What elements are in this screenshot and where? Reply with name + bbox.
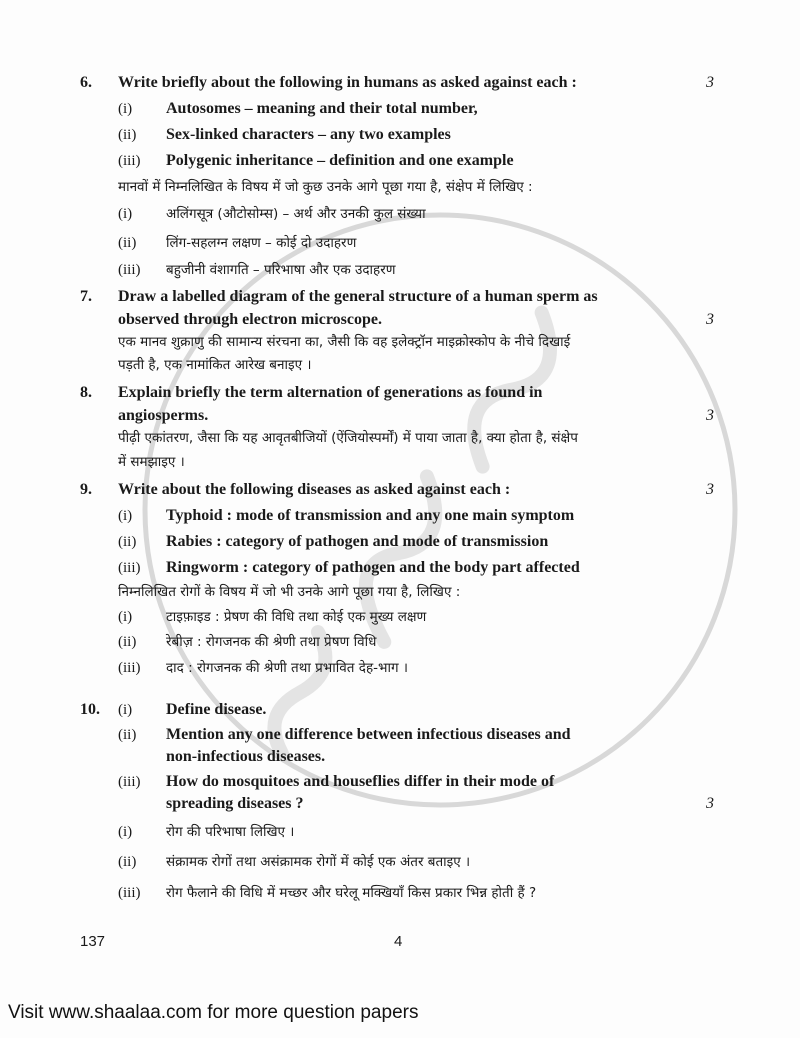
item-text: Polygenic inheritance – definition and one example [166,152,514,169]
item-label: (iii) [118,660,141,676]
question-text: Draw a labelled diagram of the general structure of a human sperm as [118,288,598,305]
hindi-item: रोग फैलाने की विधि में मच्छर और घरेलू मक्खियाँ किस प्रकार भिन्न होती हैं ? [166,885,537,901]
marks: 3 [706,481,714,498]
paper-code: 137 [80,933,106,950]
marks: 3 [706,311,714,328]
item-label: (i) [118,824,133,840]
question-number: 6. [80,74,92,91]
hindi-text: एक मानव शुक्राणु की सामान्य संरचना का, जैसी कि वह इलेक्ट्रॉन माइक्रोस्कोप के नीचे दिखाई [118,334,571,350]
marks: 3 [706,407,714,424]
hindi-item: दाद : रोगजनक की श्रेणी तथा प्रभावित देह-भाग । [166,660,408,676]
question-text: angiosperms. [118,407,209,424]
question-number: 10. [80,701,100,718]
item-text: Typhoid : mode of transmission and any one main symptom [166,507,575,524]
hindi-text: में समझाइए । [118,454,185,470]
item-label: (i) [118,702,133,718]
item-label: (iii) [118,885,141,901]
item-label: (i) [118,101,133,117]
hindi-item: लिंग-सहलग्न लक्षण – कोई दो उदाहरण [166,235,357,251]
question-text: Write about the following diseases as asked against each : [118,481,511,498]
hindi-text: निम्नलिखित रोगों के विषय में जो भी उनके आगे पूछा गया है, लिखिए : [118,584,461,600]
item-text: How do mosquitoes and houseflies differ in their mode of [166,773,555,790]
item-text: Autosomes – meaning and their total number, [166,100,478,117]
hindi-text: मानवों में निम्नलिखित के विषय में जो कुछ उनके आगे पूछा गया है, संक्षेप में लिखिए : [118,179,533,195]
item-text: Ringworm : category of pathogen and the body part affected [166,559,580,576]
marks: 3 [706,795,714,812]
item-text: Define disease. [166,701,267,718]
marks: 3 [706,74,714,91]
item-label: (iii) [118,774,141,790]
question-number: 8. [80,384,92,401]
item-text: spreading diseases ? [166,795,304,812]
question-text: Explain briefly the term alternation of generations as found in [118,384,543,401]
item-label: (ii) [118,854,137,870]
item-label: (iii) [118,153,141,169]
item-label: (ii) [118,727,137,743]
hindi-item: रोग की परिभाषा लिखिए । [166,824,295,840]
item-label: (i) [118,206,133,222]
item-text: non-infectious diseases. [166,748,326,765]
item-label: (ii) [118,634,137,650]
hindi-item: अलिंगसूत्र (औटोसोम्स) – अर्थ और उनकी कुल संख्या [166,206,426,222]
hindi-text: पीढ़ी एकांतरण, जैसा कि यह आवृतबीजियों (ऐंजियोस्पर्मों) में पाया जाता है, क्या होता है, संक्षेप [118,430,578,446]
hindi-text: पड़ती है, एक नामांकित आरेख बनाइए । [118,357,312,373]
hindi-item: रेबीज़ : रोगजनक की श्रेणी तथा प्रेषण विधि [166,634,377,650]
hindi-item: बहुजीनी वंशागति – परिभाषा और एक उदाहरण [166,262,396,278]
hindi-item: टाइफ़ाइड : प्रेषण की विधि तथा कोई एक मुख्य लक्षण [166,609,427,625]
item-label: (i) [118,609,133,625]
item-label: (iii) [118,262,141,278]
visit-link[interactable]: Visit www.shaalaa.com for more question papers [8,1002,419,1023]
question-number: 7. [80,288,92,305]
item-label: (ii) [118,235,137,251]
item-label: (iii) [118,560,141,576]
item-label: (ii) [118,534,137,550]
question-text: Write briefly about the following in humans as asked against each : [118,74,577,91]
item-text: Mention any one difference between infectious diseases and [166,726,571,743]
question-text: observed through electron microscope. [118,311,382,328]
page-number: 4 [394,933,403,950]
item-text: Rabies : category of pathogen and mode of transmission [166,533,549,550]
hindi-item: संक्रामक रोगों तथा असंक्रामक रोगों में कोई एक अंतर बताइए । [166,854,471,870]
item-label: (i) [118,508,133,524]
item-text: Sex-linked characters – any two examples [166,126,451,143]
question-number: 9. [80,481,92,498]
item-label: (ii) [118,127,137,143]
